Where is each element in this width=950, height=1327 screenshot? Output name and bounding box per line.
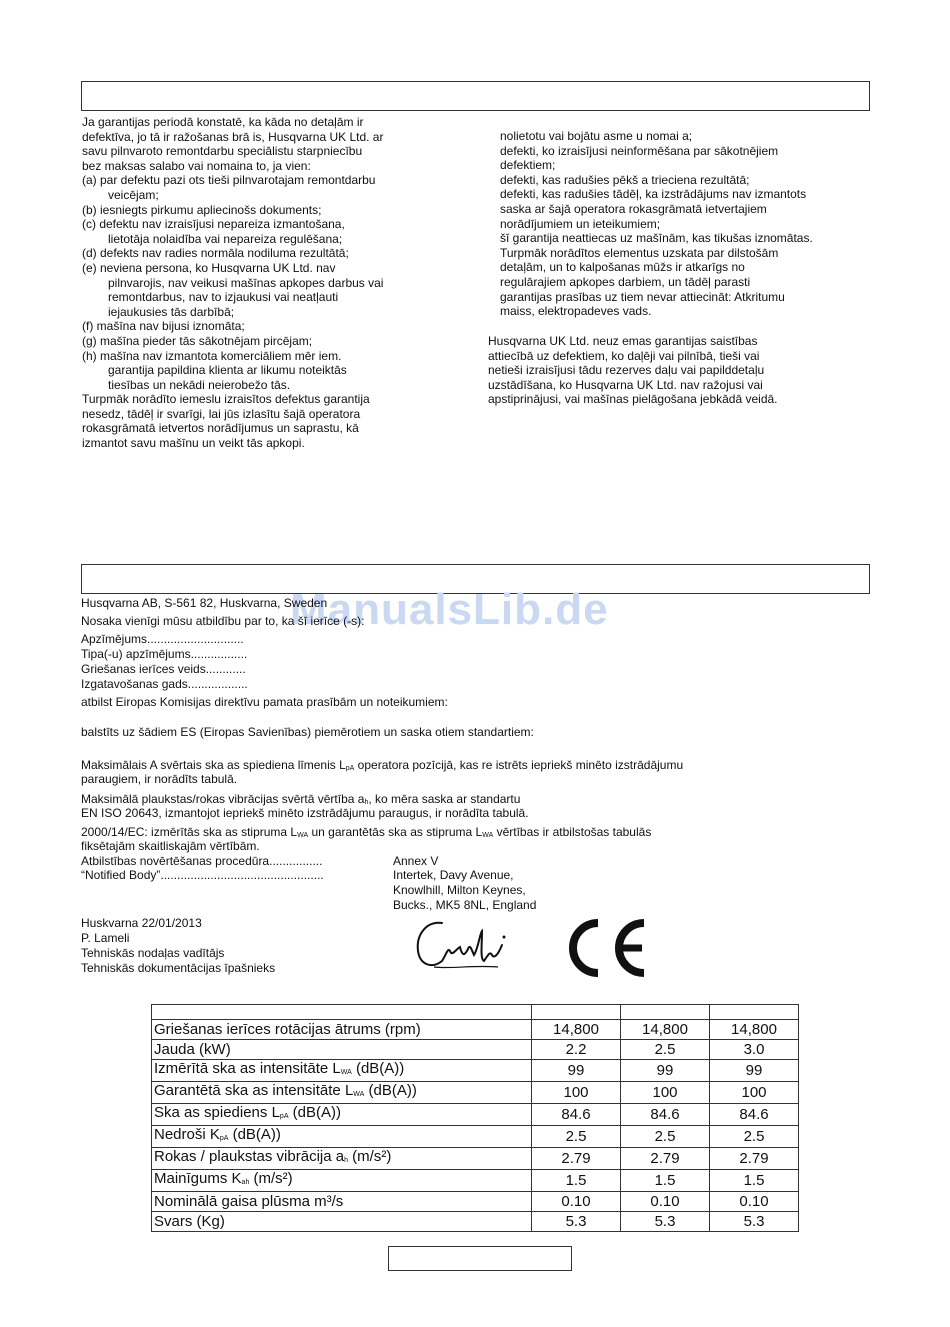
table-header-row — [152, 1005, 799, 1020]
specifications-table — [151, 1004, 799, 1232]
row-value: 0.10 — [710, 1192, 799, 1212]
row-value: 99 — [621, 1060, 710, 1082]
warranty-line: norādījumiem un ieteikumiem; — [500, 216, 661, 231]
warranty-line: (a) par defektu pazi ots tieši pilnvarotajam remontdarbu — [82, 173, 376, 188]
warranty-line: Husqvarna UK Ltd. neuz emas garantijas saistības — [488, 334, 758, 348]
row-label: Rokas / plaukstas vibrācija ah (m/s²) — [152, 1148, 532, 1170]
header-cell — [710, 1005, 799, 1020]
table-row — [152, 1082, 799, 1104]
table-row — [152, 1060, 799, 1082]
row-value: 14,800 — [621, 1020, 710, 1040]
row-value: 99 — [710, 1060, 799, 1082]
row-value: 2.5 — [621, 1126, 710, 1148]
warranty-line: garantija papildina klienta ar likumu noteiktās — [108, 363, 347, 378]
type-line: Tipa(-u) apzīmējums................. — [81, 647, 248, 661]
cutting-type-line: Griešanas ierīces veids............ — [81, 662, 246, 676]
table-row — [152, 1212, 799, 1232]
row-label: Garantētā ska as intensitāte LWA (dB(A)) — [152, 1082, 532, 1104]
row-label: Svars (Kg) — [152, 1212, 532, 1232]
row-value: 14,800 — [532, 1020, 621, 1040]
warranty-line: bez maksas salabo vai nomaina to, ja vien: — [82, 158, 311, 173]
notified-body-label: “Notified Body”................................................. — [81, 868, 324, 882]
conformity-procedure-label: Atbilstības novērtēšanas procedūra................ — [81, 854, 323, 868]
row-value: 1.5 — [532, 1170, 621, 1192]
table-row — [152, 1040, 799, 1060]
warranty-line: defekti, ko izraisījusi neinformēšana par sākotnējiem — [500, 143, 779, 158]
table-row — [152, 1020, 799, 1040]
row-label: Jauda (kW) — [152, 1040, 532, 1060]
warranty-line: Ja garantijas periodā konstatē, ka kāda no detaļām ir — [82, 115, 364, 129]
directive-statement-line-1: 2000/14/EC: izmērītās ska as stipruma LWA un garantētās ska as stipruma LWA vērtības ir atbilstošas tabulās — [81, 825, 652, 839]
row-value: 99 — [532, 1060, 621, 1082]
warranty-line: (g) mašīna pieder tās sākotnējam pircējam; — [82, 333, 313, 348]
noise-statement-line-1: Maksimālais A svērtais ska as spiediena līmenis LpA operatora pozīcijā, kas re istrēts iepriekš minēto izstrādājumu — [81, 758, 684, 772]
warranty-line: (d) defekts nav radies normāla nodiluma rezultātā; — [82, 246, 349, 261]
table-row — [152, 1170, 799, 1192]
row-value: 3.0 — [710, 1040, 799, 1060]
row-label: Izmērītā ska as intensitāte LWA (dB(A)) — [152, 1060, 532, 1082]
row-label: Mainīgums Kah (m/s²) — [152, 1170, 532, 1192]
noise-statement-line-2: paraugiem, ir norādīts tabulā. — [81, 772, 238, 786]
notified-body-line-3: Bucks., MK5 8NL, England — [393, 898, 537, 912]
row-value: 100 — [532, 1082, 621, 1104]
warranty-line: defekti, kas radušies tādēļ, ka izstrādājums nav izmantots — [500, 187, 807, 202]
watermark: ManualsLib.de — [290, 585, 609, 634]
warranty-line: iejaukusies tās darbībā; — [108, 304, 235, 319]
row-value: 2.5 — [710, 1126, 799, 1148]
row-value: 0.10 — [532, 1192, 621, 1212]
warranty-line: netieši izraisījusi tādu rezerves daļu vai papilddetaļu — [488, 363, 765, 378]
row-value: 84.6 — [621, 1104, 710, 1126]
table-row — [152, 1104, 799, 1126]
vibration-statement-line-1: Maksimālā plaukstas/rokas vibrācijas svērtā vērtība ah, ko mēra saska ar standartu — [81, 792, 521, 806]
warranty-line: nolietotu vai bojātu asme u nomai a; — [500, 129, 693, 143]
warranty-line: maiss, elektropadeves vads. — [500, 304, 652, 319]
row-value: 2.79 — [621, 1148, 710, 1170]
warranty-line: pilnvarojis, nav veikusi mašīnas apkopes darbus vai — [108, 275, 384, 290]
warranty-line: (f) mašīna nav bijusi iznomāta; — [82, 319, 245, 334]
year-line: Izgatavošanas gads.................. — [81, 677, 248, 691]
warranty-line: saska ar šajā operatora rokasgrāmatā ietvertajiem — [500, 201, 767, 216]
row-value: 2.5 — [621, 1040, 710, 1060]
warranty-line: garantijas prasības uz tiem nevar attiecināt: Atkritumu — [500, 289, 785, 304]
page-number-box — [388, 1246, 572, 1271]
signer-role-1: Tehniskās nodaļas vadītājs — [81, 946, 225, 960]
manufacturer-address: Husqvarna AB, S-561 82, Huskvarna, Sweden — [81, 596, 328, 610]
conformity-procedure-value: Annex V — [393, 854, 439, 868]
warranty-line: defektīva, jo tā ir ražošanas brā is, Husqvarna UK Ltd. ar — [82, 129, 384, 144]
warranty-line: tiesības un nekādi neierobežo tās. — [108, 377, 291, 392]
row-value: 2.5 — [532, 1126, 621, 1148]
warranty-line: regulārajiem apkopes darbiem, un tādēļ parasti — [500, 274, 751, 289]
designation-line: Apzīmējums............................. — [81, 632, 244, 646]
table-row — [152, 1126, 799, 1148]
table-row — [152, 1192, 799, 1212]
warranty-line: nesedz, tādēļ ir svarīgi, lai jūs izlasītu šajā operatora — [82, 406, 361, 421]
warranty-left-column — [82, 115, 482, 451]
responsibility-statement: Nosaka vienīgi mūsu atbildību par to, ka šī ierīce (-s): — [81, 614, 365, 628]
row-value: 2.79 — [710, 1148, 799, 1170]
warranty-line: savu pilnvaroto remontdarbu speciālistu starpniecību — [82, 144, 363, 159]
warranty-liability-paragraph — [488, 334, 878, 407]
warranty-line: lietotāja nolaidība vai nepareiza regulēšana; — [108, 231, 343, 246]
row-label: Nedroši KpA (dB(A)) — [152, 1126, 532, 1148]
notified-body-line-2: Knowlhill, Milton Keynes, — [393, 883, 526, 897]
row-value: 5.3 — [621, 1212, 710, 1232]
table-row — [152, 1148, 799, 1170]
warranty-right-column — [500, 129, 880, 319]
warranty-line: detaļām, un to kalpošanas mūžs ir atkarīgs no — [500, 260, 745, 275]
header-cell — [152, 1005, 532, 1020]
row-value: 2.79 — [532, 1148, 621, 1170]
warranty-line: veicējam; — [108, 187, 159, 202]
row-value: 84.6 — [532, 1104, 621, 1126]
header-cell — [621, 1005, 710, 1020]
warranty-line: (e) neviena persona, ko Husqvarna UK Ltd. nav — [82, 260, 336, 275]
warranty-line: izmantot savu mašīnu un veikt tās apkopi. — [82, 436, 305, 451]
warranty-line: defektiem; — [500, 158, 556, 173]
warranty-line: (c) defektu nav izraisījusi nepareiza izmantošana, — [82, 217, 345, 232]
row-value: 0.10 — [621, 1192, 710, 1212]
signer-role-2: Tehniskās dokumentācijas īpašnieks — [81, 961, 276, 975]
ce-mark-icon — [558, 915, 650, 981]
row-value: 2.2 — [532, 1040, 621, 1060]
notified-body-line-1: Intertek, Davy Avenue, — [393, 868, 514, 882]
warranty-line: uzstādīšana, ko Husqvarna UK Ltd. nav ražojusi vai — [488, 377, 763, 392]
row-value: 100 — [710, 1082, 799, 1104]
warranty-line: defekti, kas radušies pēkš a trieciena rezultātā; — [500, 172, 750, 187]
warranty-line: attiecībā uz defektiem, ko daļēji vai pilnībā, tieši vai — [488, 348, 760, 363]
warranty-header-box — [81, 81, 870, 111]
warranty-line: Turpmāk norādīto iemeslu izraisītos defektus garantija — [82, 392, 370, 407]
directives-line: atbilst Eiropas Komisijas direktīvu pamata prasībām un noteikumiem: — [81, 695, 448, 709]
warranty-line: rokasgrāmatā ietvertos norādījumus un saprastu, kā — [82, 421, 359, 436]
row-value: 1.5 — [710, 1170, 799, 1192]
header-cell — [532, 1005, 621, 1020]
vibration-statement-line-2: EN ISO 20643, izmantojot iepriekš minēto izstrādājumu paraugus, ir norādīta tabulā. — [81, 806, 529, 820]
row-value: 1.5 — [621, 1170, 710, 1192]
row-label: Nominālā gaisa plūsma m³/s — [152, 1192, 532, 1212]
signature-image — [412, 915, 512, 975]
warranty-line: (h) mašīna nav izmantota komerciāliem mēr iem. — [82, 348, 342, 363]
warranty-line: remontdarbus, nav to izjaukusi vai neatļauti — [108, 290, 339, 305]
warranty-line: šī garantija neattiecas uz mašīnām, kas tikušas iznomātas. — [500, 231, 813, 246]
warranty-line: (b) iesniegts pirkumu apliecinošs dokuments; — [82, 202, 322, 217]
place-date: Huskvarna 22/01/2013 — [81, 916, 202, 930]
warranty-line: apstiprinājusi, vai mašīnas pielāgošana jebkādā veidā. — [488, 392, 778, 407]
row-value: 100 — [621, 1082, 710, 1104]
row-value: 5.3 — [532, 1212, 621, 1232]
row-value: 14,800 — [710, 1020, 799, 1040]
standards-line: balstīts uz šādiem ES (Eiropas Savienības) piemērotiem un saska otiem standartiem: — [81, 725, 534, 739]
row-value: 84.6 — [710, 1104, 799, 1126]
signer-name: P. Lameli — [81, 931, 130, 945]
directive-statement-line-2: fiksētajām skaitliskajām vērtībām. — [81, 839, 260, 853]
warranty-line: Turpmāk norādītos elementus uzskata par dilstošām — [500, 245, 779, 260]
row-label: Ska as spiediens LpA (dB(A)) — [152, 1104, 532, 1126]
row-value: 5.3 — [710, 1212, 799, 1232]
row-label: Griešanas ierīces rotācijas ātrums (rpm) — [152, 1020, 532, 1040]
